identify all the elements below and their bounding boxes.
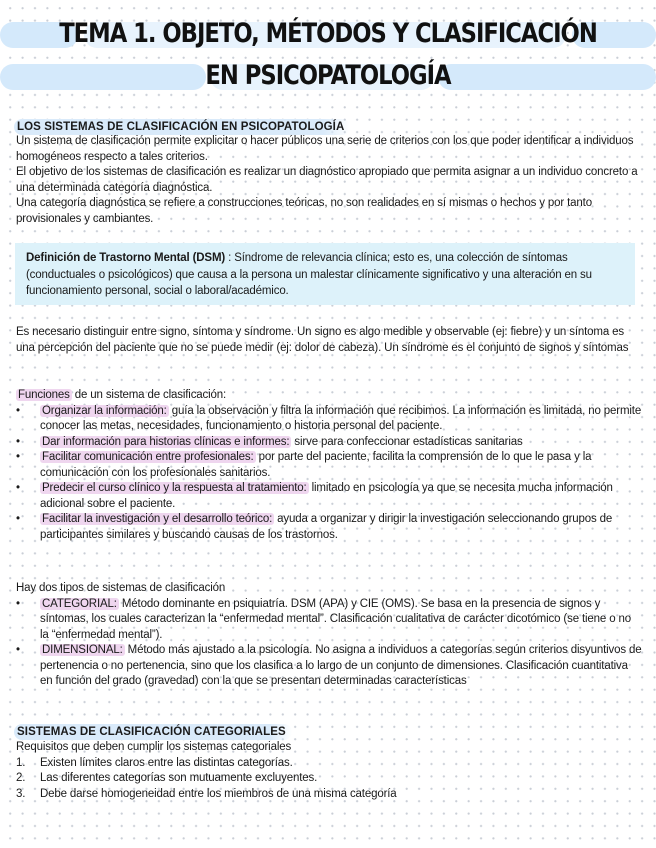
type-text: Método más ajustado a la psicología. No asigna a individuos a categorías según criterios disyuntivos de pertenencia o no pertenencia, sino que los clasifica a lo largo de un conjunto de dimensiones. Clasificación cuantitativa en función del grado (gravedad) con la que se presentan determinadas características <box>40 644 642 687</box>
function-text: sirve para confeccionar estadísticas sanitarias <box>291 435 523 448</box>
section-heading-categoriales: SISTEMAS DE CLASIFICACIÓN CATEGORIALES <box>14 724 292 740</box>
bullet: • <box>16 451 20 463</box>
list-item <box>16 597 642 644</box>
section-heading-clasificacion: LOS SISTEMAS DE CLASIFICACIÓN EN PSICOPATOLOGÍA <box>14 119 350 135</box>
item-number: 1. <box>16 756 26 769</box>
list-item <box>16 787 642 803</box>
paragraph-categoria: Una categoría diagnóstica se refiere a construcciones teóricas, no son realidades en sí mismas o hechos y por tanto provisionales y cambiantes. <box>16 197 592 225</box>
type-key: CATEGORIAL: <box>42 597 117 610</box>
types-list <box>16 581 642 690</box>
list-item <box>16 450 642 481</box>
paragraph-objetivo: El objetivo de los sistemas de clasificación es realizar un diagnóstico apropiado que permita asignar a un individuo concreto a una determinada categoría diagnóstica. <box>16 166 638 194</box>
requirement-text: Debe darse homogeneidad entre los miembros de una misma categoría <box>40 787 397 800</box>
bullet: • <box>16 597 20 610</box>
requirement-text: Existen límites claros entre las distintas categorías. <box>40 756 293 769</box>
function-key: Dar información para historias clínicas e informes: <box>42 435 290 448</box>
paragraph-definition-sistema: Un sistema de clasificación permite explicitar o hacer públicos una serie de criterios con los que poder identificar a individuos homogéneos respecto a tales criterios. <box>16 135 634 163</box>
bullet: • <box>16 482 20 494</box>
type-text: Método dominante en psiquiatría. DSM (APA) y CIE (OMS). Se basa en la presencia de signos y síntomas, los cuales caracterizan la “enfermedad mental”. Clasificación cualitativa de carácter dicotómico (se tiene o no la “enfermedad mental”). <box>40 597 631 641</box>
functions-intro-marked: Funciones <box>18 389 70 401</box>
functions-list <box>16 388 642 543</box>
function-key: Organizar la información: <box>42 404 167 417</box>
list-item <box>16 643 642 690</box>
list-item <box>16 771 642 787</box>
requirements-intro: Requisitos que deben cumplir los sistemas categoriales <box>16 741 292 753</box>
bullet: • <box>16 435 20 448</box>
function-text: por parte del paciente, facilita la comprensión de lo que le pasa y la comunicación con los profesionales sanitarios. <box>40 451 592 479</box>
function-key: Predecir el curso clínico y la respuesta al tratamiento: <box>42 482 307 494</box>
requirement-text: Las diferentes categorías son mutuamente excluyentes. <box>40 772 318 784</box>
page-title-line-1: TEMA 1. OBJETO, MÉTODOS Y CLASIFICACIÓN <box>59 18 597 49</box>
item-number: 3. <box>16 787 26 800</box>
item-number: 2. <box>16 772 26 784</box>
title-line-2 <box>0 56 656 96</box>
definition-box <box>15 243 635 305</box>
list-item <box>16 435 642 451</box>
function-key: Facilitar la investigación y el desarrollo teórico: <box>42 513 273 525</box>
title-line-1 <box>0 14 656 54</box>
definition-term: Definición de Trastorno Mental (DSM) <box>26 252 226 264</box>
definition-body: : Síndrome de relevancia clínica; esto es, una colección de síntomas (conductuales o psicológicos) que causa a la persona un malestar clínicamente significativo y una alteración en su funcionamiento personal, social o laboral/académico. <box>26 252 592 297</box>
list-item <box>16 404 642 435</box>
functions-intro <box>16 388 642 404</box>
functions-intro-rest: de un sistema de clasificación: <box>71 389 227 401</box>
function-text: limitado en psicología ya que se necesita mucha información adicional sobre el paciente. <box>40 482 613 510</box>
bullet: • <box>16 644 20 656</box>
page-title-line-2: EN PSICOPATOLOGÍA <box>205 60 451 91</box>
bullet: • <box>16 404 20 417</box>
function-key: Facilitar comunicación entre profesionales: <box>42 451 254 463</box>
definition-text <box>26 250 626 300</box>
type-key: DIMENSIONAL: <box>42 644 123 656</box>
list-item <box>16 481 642 512</box>
list-item <box>16 756 642 772</box>
section1-text <box>16 134 642 227</box>
types-intro: Hay dos tipos de sistemas de clasificación <box>16 582 226 594</box>
function-text: guía la observación y filtra la información que recibimos. La información es limitada, no permite conocer las metas, necesidades, funcionamiento o historia personal del paciente. <box>40 404 642 432</box>
function-text: ayuda a organizar y dirigir la investigación seleccionando grupos de participantes similares y buscando causas de los trastornos. <box>40 513 613 541</box>
paragraph-signos-sintomas: Es necesario distinguir entre signo, síntoma y síndrome. Un signo es algo medible y observable (ej: fiebre) y un síntoma es una percepción del paciente que no se puede medir (ej: dolor de cabeza). Un síndrome es el conjunto de signos y síntomas <box>16 326 629 354</box>
requirements-list <box>16 740 642 802</box>
bullet: • <box>16 513 20 525</box>
list-item <box>16 512 642 543</box>
